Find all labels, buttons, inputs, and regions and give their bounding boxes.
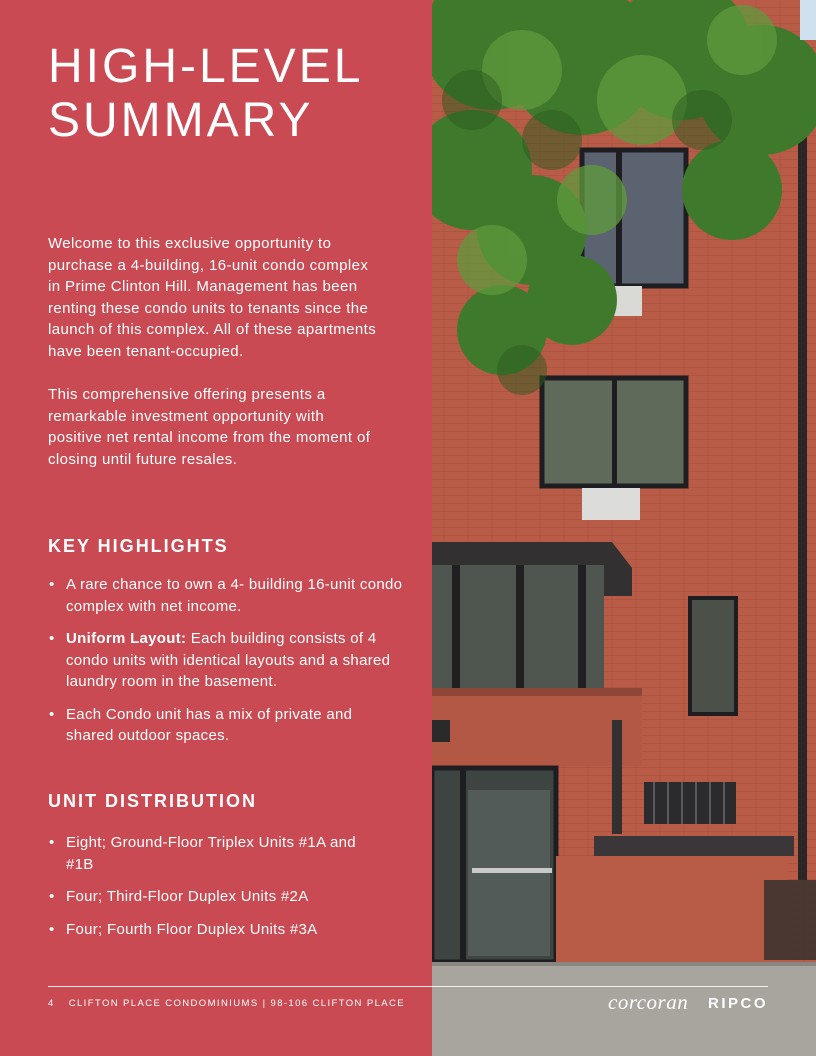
highlight-text: Each building consists of 4 condo units with identical layouts and a shared laundry room in the basement. [66, 630, 391, 690]
page-number: 4 [48, 998, 55, 1009]
intro-paragraph-1: Welcome to this exclusive opportunity to purchase a 4-building, 16-unit condo complex in Prime Clinton Hill. Management has been renting these condo units to tenants since the launch of this complex. All of these apartments have been tenant-occupied. [48, 235, 377, 360]
highlight-text: A rare chance to own a 4- building 16-unit condo complex with net income. [66, 576, 403, 615]
footer [48, 998, 405, 1009]
title-line-1: HIGH-LEVEL [48, 40, 364, 93]
title-line-2: SUMMARY [48, 94, 314, 147]
ripco-logo: RIPCO [708, 995, 769, 1012]
key-highlights-list [48, 574, 403, 758]
building-photo [432, 0, 816, 1056]
unit-distribution-list [48, 832, 368, 951]
unit-distribution-heading: UNIT DISTRIBUTION [48, 791, 257, 811]
footer-divider [48, 986, 768, 987]
intro-paragraph-2: This comprehensive offering presents a remarkable investment opportunity with positive net rental income from the moment of closing until future resales. [48, 386, 371, 468]
list-item [48, 704, 403, 747]
list-item: • Four; Third-Floor Duplex Units #2A [48, 886, 368, 908]
key-highlights-heading: KEY HIGHLIGHTS [48, 536, 229, 556]
page-title [48, 40, 363, 148]
building-illustration [432, 0, 816, 1056]
list-item: • Eight; Ground-Floor Triplex Units #1A and #1B [48, 832, 368, 875]
list-item [48, 628, 403, 693]
footer-property-text: CLIFTON PLACE CONDOMINIUMS | 98-106 CLIFTON PLACE [68, 998, 405, 1009]
intro-text [48, 233, 378, 492]
highlight-text: Each Condo unit has a mix of private and shared outdoor spaces. [66, 705, 353, 744]
list-item: • Four; Fourth Floor Duplex Units #3A [48, 919, 368, 941]
highlight-bold-label: Uniform Layout: [66, 630, 187, 647]
list-item [48, 574, 403, 617]
corcoran-logo: corcoran [608, 990, 689, 1014]
